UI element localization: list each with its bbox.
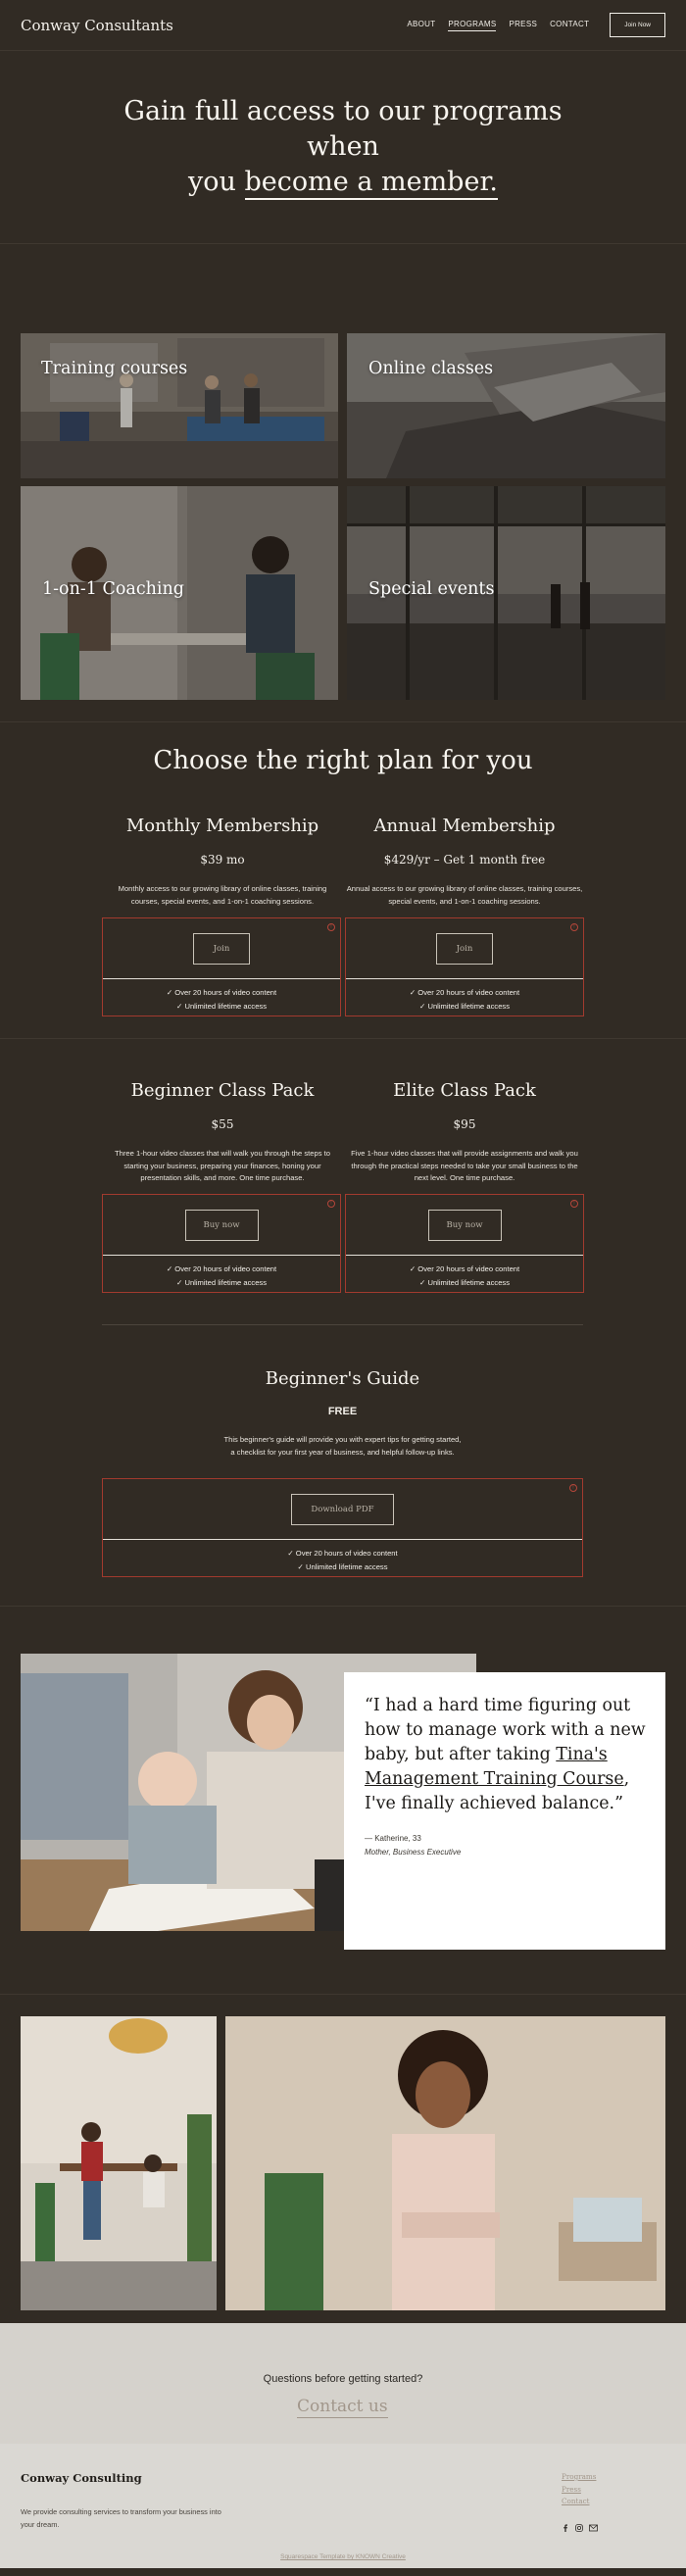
plan-name: Beginner's Guide xyxy=(265,1368,420,1389)
office-meeting-photo xyxy=(21,2016,217,2310)
footer-link-contact[interactable]: Contact xyxy=(562,2497,590,2505)
class-packs-section xyxy=(0,1039,686,1607)
plan-annual-box xyxy=(345,917,584,1016)
testimonial-card xyxy=(344,1672,665,1950)
section-divider xyxy=(102,1324,583,1325)
plan-price: $39 mo xyxy=(200,853,245,867)
course-link[interactable]: Tina's Management Training Course xyxy=(365,1745,624,1789)
plan-description: This beginner's guide will provide you with expert tips for getting started, a checklist for your first year of business, and helpful follow-up links. xyxy=(223,1435,462,1457)
info-icon[interactable]: ! xyxy=(327,923,335,931)
tile-training-courses[interactable] xyxy=(21,333,338,478)
feature-list xyxy=(346,979,583,1014)
footer-link-press[interactable]: Press xyxy=(562,2484,581,2494)
testimonial-role: Mother, Business Executive xyxy=(365,1848,462,1857)
smiling-woman-photo xyxy=(225,2016,665,2310)
training-photo xyxy=(21,333,338,478)
plan-description: Three 1-hour video classes that will walk you through the steps to starting your business, preparing your finances, honing your presentation skills, and more. One time purchase. xyxy=(115,1149,330,1182)
nav-programs[interactable]: PROGRAMS xyxy=(448,20,496,31)
plan-price: $55 xyxy=(211,1117,234,1131)
feature-list xyxy=(103,1256,340,1290)
site-footer xyxy=(0,2444,686,2568)
feature-item: ✓ Unlimited lifetime access xyxy=(175,1278,268,1287)
feature-item: ✓ Unlimited lifetime access xyxy=(297,1562,388,1571)
footer-links xyxy=(562,2471,596,2508)
join-now-button[interactable]: Join Now xyxy=(610,13,665,37)
plan-description: Annual access to our growing library of online classes, training courses, special events, and 1-on-1 coaching sessions. xyxy=(346,884,583,906)
feature-item: ✓ Over 20 hours of video content xyxy=(166,988,277,997)
plan-description: Five 1-hour video classes that will provide assignments and walk you through the practical steps needed to take your small business to the next level. One time purchase. xyxy=(351,1149,578,1182)
hero-section xyxy=(0,51,686,244)
template-credit-link[interactable]: Squarespace Template by KNOWN Creative xyxy=(280,2553,406,2560)
gallery-section xyxy=(0,1995,686,2323)
buy-beginner-button[interactable]: Buy now xyxy=(185,1210,259,1241)
feature-item: ✓ Over 20 hours of video content xyxy=(287,1549,398,1558)
site-logo[interactable]: Conway Consultants xyxy=(21,16,173,34)
info-icon[interactable]: ! xyxy=(570,1200,578,1208)
plan-name: Monthly Membership xyxy=(125,816,319,836)
feature-item: ✓ Unlimited lifetime access xyxy=(418,1278,511,1287)
facebook-icon[interactable] xyxy=(562,2524,569,2532)
feature-item: ✓ Over 20 hours of video content xyxy=(166,1264,277,1273)
contact-question: Questions before getting started? xyxy=(263,2373,423,2385)
footer-description: We provide consulting services to transform your business into your dream. xyxy=(21,2507,221,2529)
join-annual-button[interactable]: Join xyxy=(436,933,493,965)
tile-label-events: Special events xyxy=(368,579,495,599)
plan-price: $95 xyxy=(453,1117,476,1131)
instagram-icon[interactable] xyxy=(575,2524,583,2532)
info-icon[interactable]: ! xyxy=(569,1484,577,1492)
info-icon[interactable]: ! xyxy=(570,923,578,931)
feature-item: ✓ Over 20 hours of video content xyxy=(409,1264,520,1273)
buy-elite-button[interactable]: Buy now xyxy=(428,1210,502,1241)
tile-label-training: Training courses xyxy=(41,359,188,378)
social-icons xyxy=(562,2524,598,2532)
site-header xyxy=(0,0,686,51)
feature-list xyxy=(346,1256,583,1290)
plan-beginners-guide xyxy=(102,1368,583,1459)
plan-price: FREE xyxy=(327,1406,358,1417)
plan-monthly-box xyxy=(102,917,341,1016)
online-photo xyxy=(347,333,665,478)
feature-item: ✓ Over 20 hours of video content xyxy=(409,988,520,997)
email-icon[interactable] xyxy=(589,2524,598,2532)
tile-special-events[interactable] xyxy=(347,486,665,700)
join-monthly-button[interactable]: Join xyxy=(193,933,250,965)
testimonial-section xyxy=(0,1607,686,1995)
tile-label-online: Online classes xyxy=(368,359,494,378)
plan-beginner-box xyxy=(102,1194,341,1293)
feature-list xyxy=(103,1540,582,1574)
main-nav xyxy=(407,13,665,37)
plan-name: Elite Class Pack xyxy=(393,1080,536,1101)
programs-grid xyxy=(0,244,686,722)
tile-label-coaching: 1-on-1 Coaching xyxy=(42,579,184,599)
feature-list xyxy=(103,979,340,1014)
membership-plans-section xyxy=(0,722,686,1039)
footer-brand: Conway Consulting xyxy=(21,2471,142,2485)
plan-beginner-pack xyxy=(102,1080,343,1185)
hero-underlined-text: become a member. xyxy=(245,167,498,200)
download-pdf-button[interactable]: Download PDF xyxy=(291,1494,394,1525)
nav-press[interactable]: PRESS xyxy=(509,20,538,28)
tile-online-classes[interactable] xyxy=(347,333,665,478)
footer-link-programs[interactable]: Programs xyxy=(562,2472,597,2481)
plan-annual xyxy=(344,816,585,908)
plan-elite-pack xyxy=(344,1080,585,1185)
nav-contact[interactable]: CONTACT xyxy=(550,20,590,28)
contact-us-link[interactable]: Contact us xyxy=(297,2397,388,2416)
testimonial-quote: “I had a hard time figuring out how to manage work with a new baby, but after taking Tina's Management Training Course, I've finally achieved balance.” xyxy=(365,1696,646,1813)
feature-item: ✓ Unlimited lifetime access xyxy=(418,1002,511,1011)
tile-coaching[interactable] xyxy=(21,486,338,700)
contact-section xyxy=(0,2323,686,2444)
feature-item: ✓ Unlimited lifetime access xyxy=(175,1002,268,1011)
plan-monthly xyxy=(102,816,343,908)
plan-name: Beginner Class Pack xyxy=(130,1080,315,1101)
hero-line-2-prefix: you xyxy=(188,167,245,197)
guide-box xyxy=(102,1478,583,1577)
plan-elite-box xyxy=(345,1194,584,1293)
testimonial-author: — Katherine, 33 xyxy=(365,1834,421,1843)
hero-line-1: Gain full access to our programs when xyxy=(123,96,563,162)
plan-description: Monthly access to our growing library of online classes, training courses, special events, and 1-on-1 coaching sessions. xyxy=(118,884,327,906)
plan-name: Annual Membership xyxy=(373,816,556,836)
nav-about[interactable]: ABOUT xyxy=(407,20,436,28)
plans-title: Choose the right plan for you xyxy=(153,746,533,775)
info-icon[interactable]: ! xyxy=(327,1200,335,1208)
plan-price: $429/yr – Get 1 month free xyxy=(383,853,546,867)
hero-heading xyxy=(88,94,598,200)
